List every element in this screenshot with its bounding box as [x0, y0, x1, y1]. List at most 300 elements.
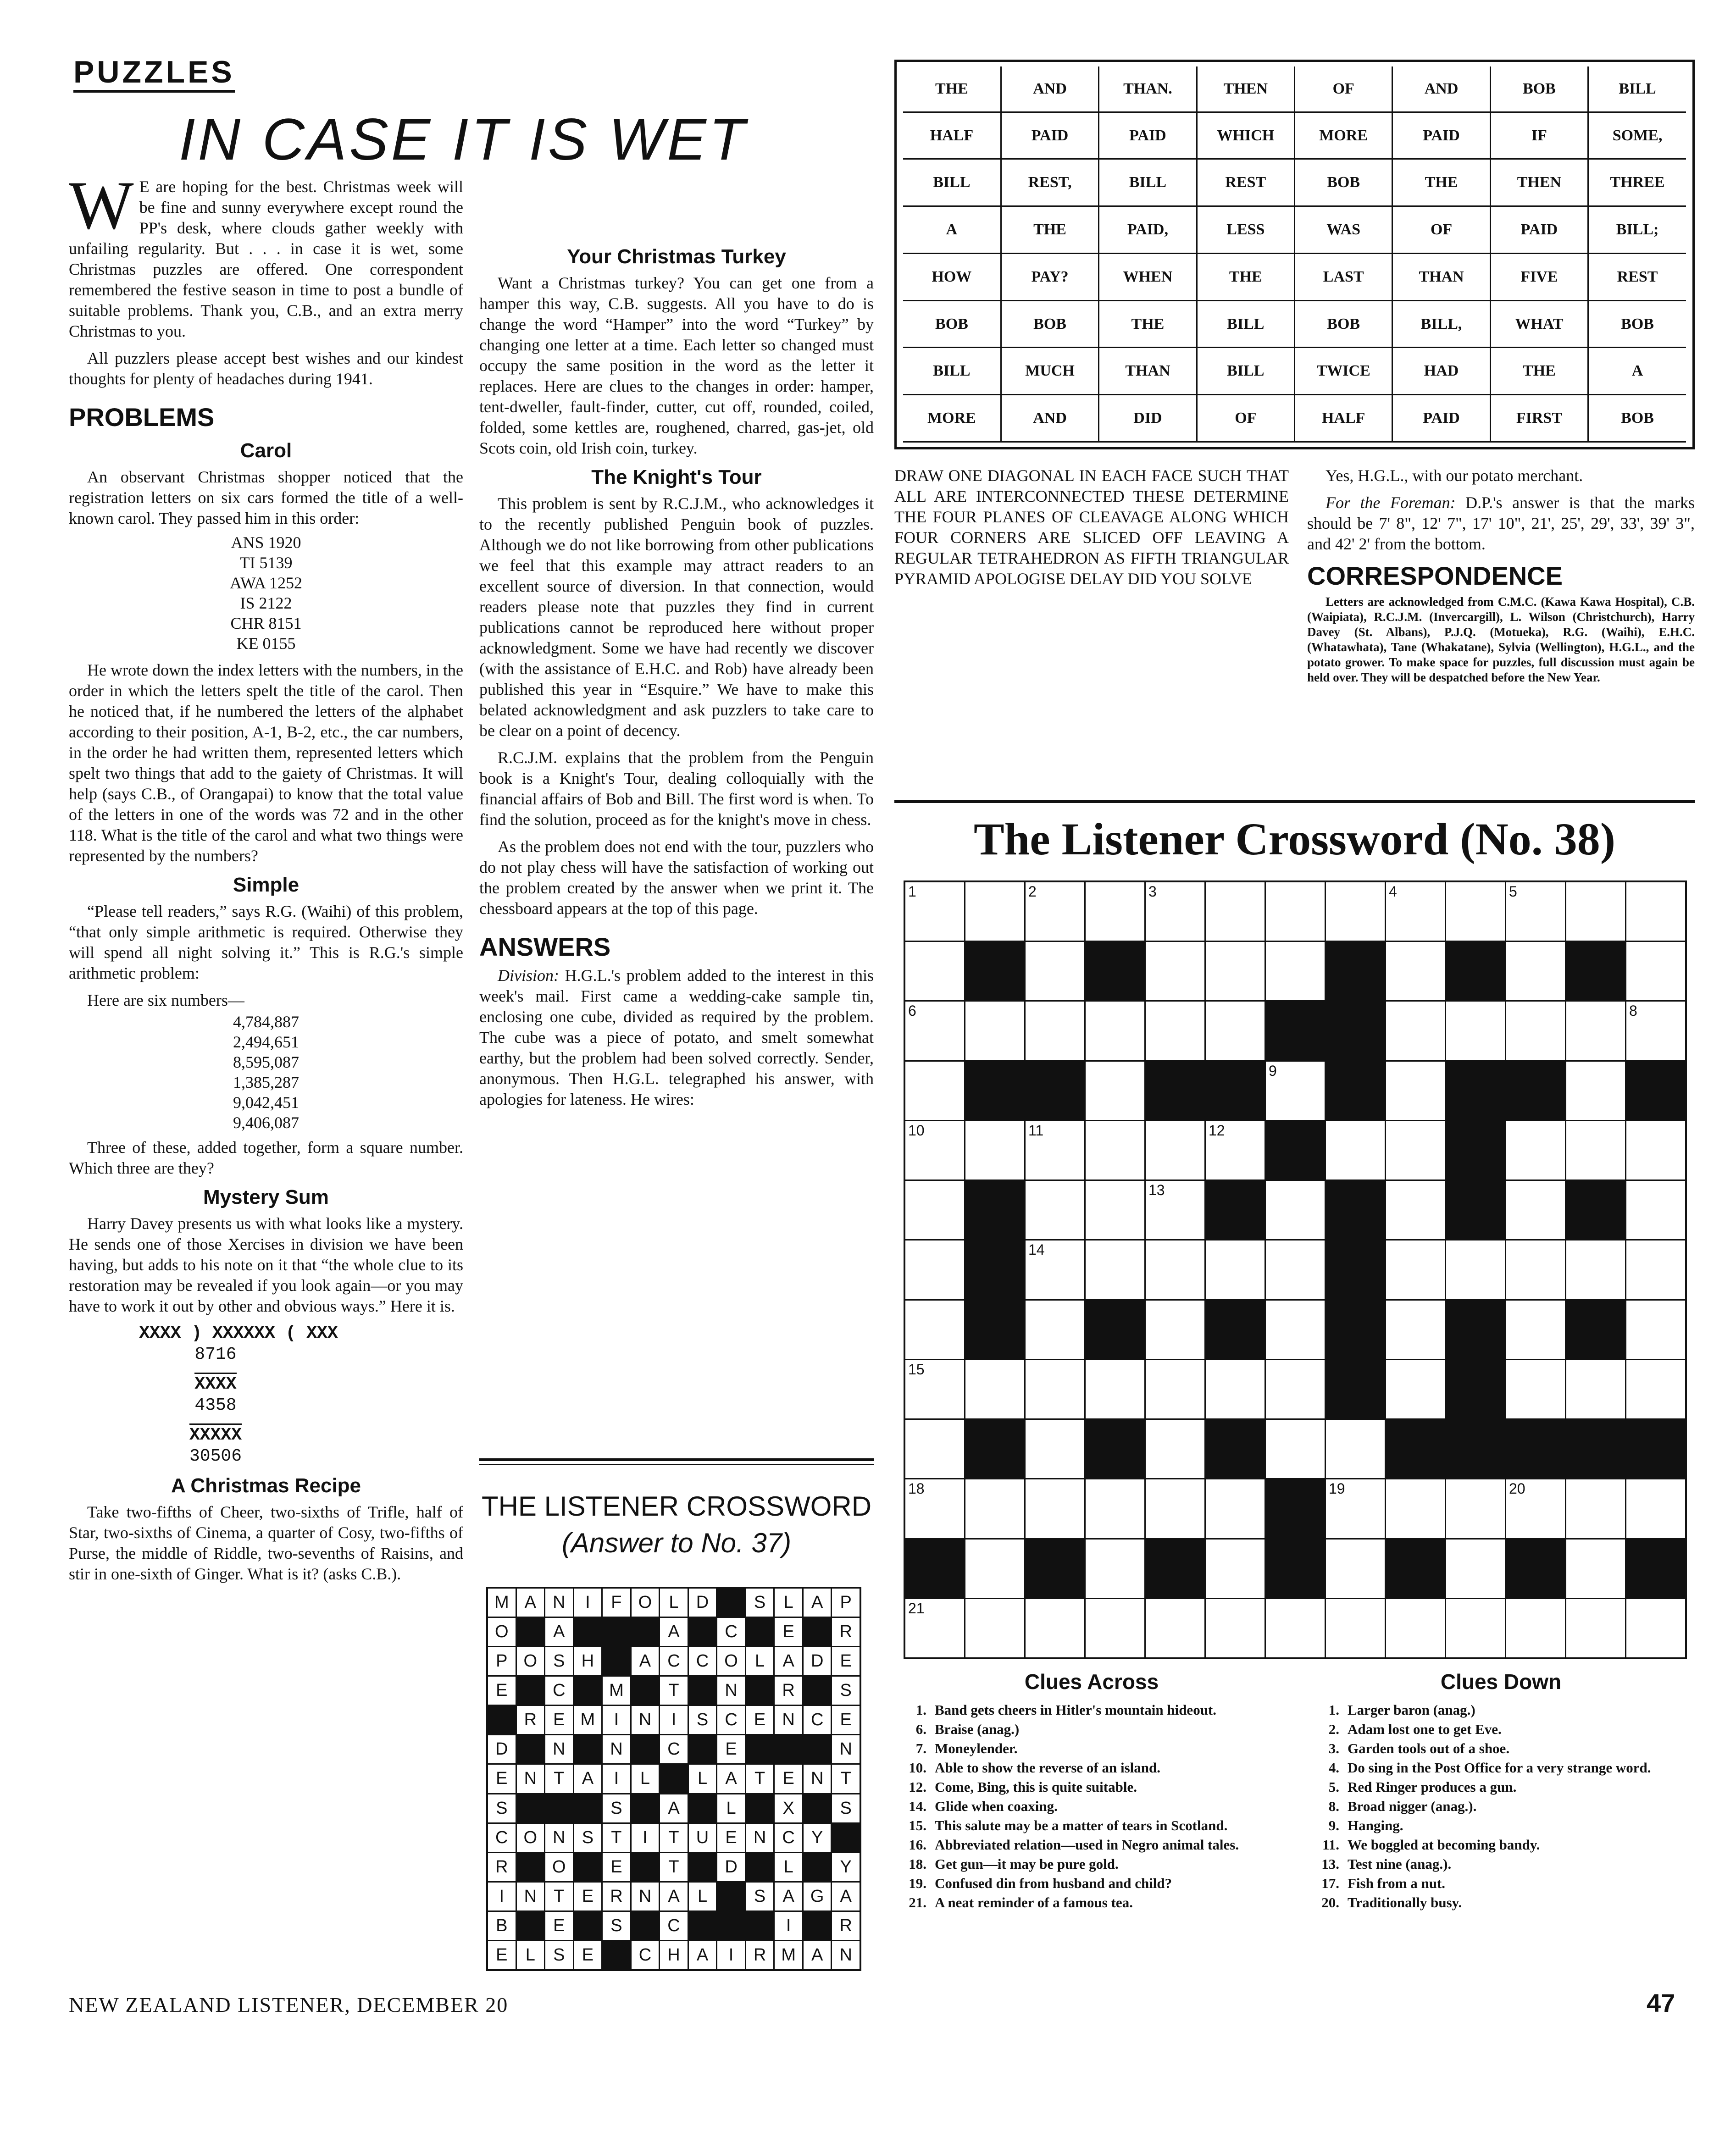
white-square — [965, 1539, 1024, 1598]
answer-letter: A — [775, 1883, 802, 1910]
knight-note: As the problem does not end with the tour, puzzlers who do not play chess will have the satisfaction of working out the problem created by the answer when we print it. The chessboard appears at the top of this page. — [479, 837, 874, 918]
foreman-text: D.P.'s answer is that the marks should be 7' 8", 12' 7", 17' 10", 21', 25', 29', 33', 39' 3", and 42' 2' from the bottom. — [1307, 493, 1695, 553]
answer-letter: N — [775, 1706, 802, 1734]
white-square — [905, 942, 964, 1000]
black-square — [574, 1677, 602, 1705]
black-square — [1506, 1420, 1565, 1478]
white-square — [905, 1420, 964, 1478]
white-square — [1566, 882, 1625, 941]
clue-item — [894, 1836, 1289, 1854]
answer-letter: R — [603, 1883, 630, 1910]
black-square — [517, 1677, 544, 1705]
clue-item — [894, 1701, 1289, 1719]
black-square — [905, 1539, 964, 1598]
clue-item — [894, 1855, 1289, 1873]
clue-number: 1 — [908, 883, 916, 900]
clue-item — [1307, 1875, 1695, 1892]
white-square — [1146, 1420, 1204, 1478]
division-text: H.G.L.'s problem added to the interest in this week's mail. First came a wedding-cake sample tin, enclosing one cube, divided as required by the problem. The cube was a piece of potato, and smelt somewhat earthy, but the problem had been solved correctly. Sender, anonymous. Then H.G.L. telegraphed his answer, with apologies for lateness. He wires: — [479, 966, 874, 1108]
answer-letter: I — [603, 1706, 630, 1734]
answer-letter: E — [746, 1706, 774, 1734]
answer-letter: I — [717, 1941, 745, 1969]
divider-rule — [894, 800, 1695, 803]
knight-board-cell: BOB — [1588, 395, 1686, 442]
clue-number: 3. — [1328, 1740, 1339, 1756]
knight-board-cell: BOB — [1295, 300, 1392, 348]
clue-text: Test nine (anag.). — [1348, 1856, 1452, 1872]
answer-letter: U — [689, 1824, 716, 1852]
answer-letter: A — [632, 1647, 659, 1675]
black-square — [689, 1618, 716, 1646]
knight-board-cell: BOB — [903, 300, 1001, 348]
black-square — [517, 1853, 544, 1881]
white-square — [1446, 882, 1505, 941]
clue-item — [894, 1894, 1289, 1911]
clue-number: 19 — [1329, 1480, 1345, 1497]
black-square — [689, 1912, 716, 1940]
black-square — [632, 1794, 659, 1822]
number-item: 1,385,287 — [233, 1073, 299, 1091]
knight-board-cell: THE — [1490, 348, 1588, 395]
black-square — [517, 1794, 544, 1822]
clue-number: 12. — [909, 1779, 926, 1795]
answer-letter: N — [545, 1735, 573, 1763]
answer-letter: T — [660, 1853, 688, 1881]
black-square — [1146, 1539, 1204, 1598]
clue-number: 10 — [908, 1122, 925, 1139]
answer-letter: S — [603, 1912, 630, 1940]
white-square — [1146, 1181, 1204, 1239]
knight-board-cell: THAN — [1392, 253, 1490, 300]
section-label: PUZZLES — [73, 54, 235, 93]
answer-letter: C — [804, 1706, 831, 1734]
black-square — [603, 1647, 630, 1675]
clue-number: 21. — [909, 1894, 926, 1910]
white-square — [1146, 1360, 1204, 1418]
white-square — [1266, 1181, 1325, 1239]
carol-question: He wrote down the index letters with the numbers, in the order in which the letters spelt the title of the carol. Then he noticed that, if he numbered the letters of the alphabet according to their position, A-1, B-2, etc., the car numbers, in the order he had written them, represented letters which spelt two things that add to the gaiety of Christmas. It will help (says C.B., of Orangapai) to know that the total value of the letters in one of the words was 72 and in the other 118. What is the title of the carol and what two things were represented by the numbers? — [69, 661, 463, 865]
knight-board-row — [903, 206, 1686, 254]
white-square — [1626, 1121, 1685, 1180]
knight-board-cell: AND — [1001, 395, 1098, 442]
white-square — [1386, 1121, 1445, 1180]
answer-letter: C — [488, 1824, 516, 1852]
knight-board-cell: TWICE — [1295, 348, 1392, 395]
knight-board-cell: THE — [1001, 206, 1098, 254]
knight-board-cell: DID — [1099, 395, 1197, 442]
white-square — [1206, 1360, 1265, 1418]
black-square — [689, 1853, 716, 1881]
clue-item — [894, 1798, 1289, 1815]
answer-letter: C — [660, 1912, 688, 1940]
answer-letter: I — [574, 1589, 602, 1617]
answer-letter: P — [832, 1589, 860, 1617]
answer-letter: I — [632, 1824, 659, 1852]
white-square — [1266, 1240, 1325, 1299]
clue-item — [894, 1778, 1289, 1796]
knight-board-row — [903, 159, 1686, 206]
number-item: 9,042,451 — [233, 1093, 299, 1112]
answer-letter: A — [804, 1941, 831, 1969]
answer-letter: D — [689, 1589, 716, 1617]
clue-number: 12 — [1209, 1122, 1225, 1139]
knight-board-cell: BILL — [1197, 348, 1294, 395]
answer-letter: N — [804, 1765, 831, 1793]
white-square — [1446, 1599, 1505, 1657]
answer-letter: M — [603, 1677, 630, 1705]
black-square — [1026, 1062, 1084, 1120]
answer-letter: O — [517, 1824, 544, 1852]
black-square — [632, 1677, 659, 1705]
black-square — [1026, 1539, 1084, 1598]
clue-number: 9. — [1328, 1817, 1339, 1833]
sum-line: 8716 — [194, 1345, 237, 1364]
answer-letter: S — [603, 1794, 630, 1822]
knight-board-cell: PAID, — [1099, 206, 1197, 254]
clue-item — [1307, 1721, 1695, 1738]
black-square — [1086, 1301, 1144, 1359]
answer-letter: C — [689, 1647, 716, 1675]
clue-number: 5. — [1328, 1779, 1339, 1795]
black-square — [632, 1618, 659, 1646]
black-square — [746, 1794, 774, 1822]
white-square — [1626, 942, 1685, 1000]
knight-board-cell: FIRST — [1490, 395, 1588, 442]
answer-letter: E — [574, 1941, 602, 1969]
clue-text: Band gets cheers in Hitler's mountain hideout. — [935, 1702, 1217, 1718]
clue-item — [1307, 1798, 1695, 1815]
black-square — [965, 1240, 1024, 1299]
answer-letter: L — [689, 1765, 716, 1793]
clue-item — [894, 1875, 1289, 1892]
answer-letter: E — [545, 1912, 573, 1940]
knight-board-cell: THAN. — [1099, 66, 1197, 112]
answer-letter: H — [660, 1941, 688, 1969]
simple-question: Three of these, added together, form a square number. Which three are they? — [69, 1138, 463, 1177]
black-square — [517, 1735, 544, 1763]
clue-number: 18. — [909, 1856, 926, 1872]
black-square — [1266, 1479, 1325, 1538]
white-square — [1626, 1599, 1685, 1657]
clue-text: Glide when coaxing. — [935, 1798, 1058, 1814]
black-square — [746, 1853, 774, 1881]
answer-letter: C — [717, 1706, 745, 1734]
knight-board-cell: PAY? — [1001, 253, 1098, 300]
white-square — [1086, 1121, 1144, 1180]
answer-letter: A — [517, 1589, 544, 1617]
clue-number: 16. — [909, 1837, 926, 1853]
answer-letter: X — [775, 1794, 802, 1822]
white-square — [1266, 1062, 1325, 1120]
black-square — [689, 1794, 716, 1822]
white-square — [1326, 1121, 1385, 1180]
knight-board-cell: BILL — [1588, 66, 1686, 112]
white-square — [965, 1121, 1024, 1180]
white-square — [1566, 1240, 1625, 1299]
white-square — [905, 1479, 964, 1538]
answer-letter: O — [488, 1618, 516, 1646]
answer-letter: R — [832, 1618, 860, 1646]
plate: IS 2122 — [240, 594, 292, 612]
clue-text: Red Ringer produces a gun. — [1348, 1779, 1517, 1795]
white-square — [1386, 1301, 1445, 1359]
answer-letter: N — [832, 1735, 860, 1763]
clue-item — [1307, 1894, 1695, 1911]
knight-board-cell: BOB — [1490, 66, 1588, 112]
white-square — [1026, 1301, 1084, 1359]
black-square — [1386, 1539, 1445, 1598]
clue-number: 1. — [1328, 1702, 1339, 1718]
knight-board-cell: HALF — [903, 112, 1001, 159]
black-square — [965, 1062, 1024, 1120]
answer-letter: C — [545, 1677, 573, 1705]
clue-text: We boggled at becoming bandy. — [1348, 1837, 1540, 1853]
white-square — [1026, 1599, 1084, 1657]
knight-board — [894, 60, 1695, 449]
white-square — [965, 882, 1024, 941]
knight-board-cell: OF — [1392, 206, 1490, 254]
clue-item — [1307, 1817, 1695, 1834]
knight-board-cell: MORE — [1295, 112, 1392, 159]
potato-reply: Yes, H.G.L., with our potato merchant. — [1326, 466, 1583, 485]
black-square — [1626, 1420, 1685, 1478]
knight-board-cell: HALF — [1295, 395, 1392, 442]
page-number: 47 — [1647, 1988, 1675, 2017]
across-heading: Clues Across — [1024, 1670, 1159, 1694]
simple-title: Simple — [233, 874, 300, 896]
answer-letter: Y — [804, 1824, 831, 1852]
answer-letter: G — [804, 1883, 831, 1910]
foreman-label: For the Foreman: — [1326, 493, 1456, 512]
black-square — [574, 1618, 602, 1646]
black-square — [1506, 1539, 1565, 1598]
black-square — [1446, 1181, 1505, 1239]
black-square — [1206, 1181, 1265, 1239]
clue-item — [1307, 1759, 1695, 1777]
white-square — [905, 1240, 964, 1299]
knight-board-row — [903, 112, 1686, 159]
answer-letter: R — [517, 1706, 544, 1734]
black-square — [1446, 942, 1505, 1000]
answer-letter: A — [660, 1883, 688, 1910]
clue-item — [894, 1817, 1289, 1834]
white-square — [1026, 1479, 1084, 1538]
divider-rule — [479, 1464, 874, 1465]
knight-board-cell: MUCH — [1001, 348, 1098, 395]
knight-board-table — [903, 66, 1686, 443]
drop-cap: W — [69, 167, 134, 244]
clue-item — [1307, 1778, 1695, 1796]
knight-board-cell: BILL — [1197, 300, 1294, 348]
clue-number: 14 — [1028, 1241, 1045, 1258]
knight-board-cell: THE — [903, 66, 1001, 112]
answer-letter: A — [804, 1589, 831, 1617]
correspondence-heading: CORRESPONDENCE — [1307, 561, 1563, 590]
answer-letter: N — [545, 1824, 573, 1852]
white-square — [1506, 1121, 1565, 1180]
black-square — [1086, 942, 1144, 1000]
answer-letter: T — [545, 1883, 573, 1910]
white-square — [1566, 1539, 1625, 1598]
clue-number: 6 — [908, 1002, 916, 1019]
knight-board-row — [903, 253, 1686, 300]
answer-letter: C — [660, 1735, 688, 1763]
answer-letter: E — [488, 1941, 516, 1969]
knight-board-row — [903, 300, 1686, 348]
white-square — [1086, 1539, 1144, 1598]
white-square — [1266, 1301, 1325, 1359]
knight-board-cell: PAID — [1490, 206, 1588, 254]
white-square — [1146, 942, 1204, 1000]
white-square — [1026, 1181, 1084, 1239]
black-square — [488, 1706, 516, 1734]
knight-board-cell: HAD — [1392, 348, 1490, 395]
page-title: IN CASE IT IS WET — [179, 107, 748, 172]
knight-board-cell: THEN — [1197, 66, 1294, 112]
white-square — [1386, 1002, 1445, 1060]
white-square — [1086, 1002, 1144, 1060]
black-square — [1566, 1181, 1625, 1239]
knight-board-row — [903, 66, 1686, 112]
divider-rule — [479, 1458, 874, 1461]
black-square — [746, 1677, 774, 1705]
answers-heading: ANSWERS — [479, 932, 611, 961]
black-square — [775, 1735, 802, 1763]
answer37-title: THE LISTENER CROSSWORD — [481, 1491, 872, 1522]
down-heading: Clues Down — [1440, 1670, 1562, 1694]
black-square — [660, 1765, 688, 1793]
telegram-text — [894, 465, 1289, 589]
answer-letter: S — [488, 1794, 516, 1822]
crossword38-title: The Listener Crossword (No. 38) — [973, 814, 1616, 864]
answer-letter: A — [660, 1794, 688, 1822]
black-square — [1326, 1002, 1385, 1060]
clue-number: 2 — [1028, 883, 1037, 900]
white-square — [1386, 1062, 1445, 1120]
number-item: 8,595,087 — [233, 1053, 299, 1071]
answer-letter: I — [775, 1912, 802, 1940]
answer-letter: E — [603, 1853, 630, 1881]
knight-board-cell: THREE — [1588, 159, 1686, 206]
answer-letter: O — [717, 1647, 745, 1675]
mystery-title: Mystery Sum — [203, 1186, 329, 1208]
knight-board-row — [903, 395, 1686, 442]
clue-number: 6. — [915, 1721, 926, 1737]
clue-text: A neat reminder of a famous tea. — [935, 1894, 1133, 1910]
answer-letter: M — [488, 1589, 516, 1617]
white-square — [1446, 1479, 1505, 1538]
white-square — [1386, 1181, 1445, 1239]
white-square — [1146, 1301, 1204, 1359]
knight-board-cell: THE — [1392, 159, 1490, 206]
white-square — [1506, 882, 1565, 941]
turkey-title: Your Christmas Turkey — [567, 245, 786, 268]
white-square — [905, 1599, 964, 1657]
clue-number: 15 — [908, 1361, 925, 1378]
white-square — [905, 1121, 964, 1180]
knight-board-cell: REST — [1197, 159, 1294, 206]
white-square — [1506, 1240, 1565, 1299]
white-square — [905, 1002, 964, 1060]
white-square — [1026, 1121, 1084, 1180]
white-square — [1206, 1479, 1265, 1538]
turkey-text: Want a Christmas turkey? You can get one from a hamper this way, C.B. suggests. All you have to do is change the word “Hamper” into the word “Turkey” by changing one letter at a time. Each letter so changed must occupy the same position in the word as the letter it replaces. Here are clues to the changes in order: hamper, tent-dweller, fault-finder, cutter, cut off, rounded, coiled, folded, some kettles are, roughened, charred, gas-jet, old Scots coin, old Irish coin, turkey. — [479, 274, 874, 457]
knight-board-cell: BOB — [1295, 159, 1392, 206]
number-list — [69, 1012, 463, 1133]
white-square — [1446, 1240, 1505, 1299]
down-clues — [1307, 1701, 1695, 1913]
black-square — [1446, 1420, 1505, 1478]
answer-letter: S — [545, 1647, 573, 1675]
answer-letter: R — [775, 1677, 802, 1705]
answers-continued — [894, 465, 1289, 589]
answer-letter: N — [517, 1765, 544, 1793]
answer-letter: T — [603, 1824, 630, 1852]
crossword38-grid — [904, 880, 1687, 1659]
clue-item — [894, 1740, 1289, 1757]
white-square — [1206, 1539, 1265, 1598]
answer-letter: E — [775, 1765, 802, 1793]
answer-letter: T — [545, 1765, 573, 1793]
black-square — [545, 1794, 573, 1822]
black-square — [1266, 1539, 1325, 1598]
white-square — [1386, 1240, 1445, 1299]
black-square — [1146, 1062, 1204, 1120]
clue-number: 15. — [909, 1817, 926, 1833]
knight-board-cell: A — [903, 206, 1001, 254]
simple-intro: Here are six numbers— — [87, 991, 244, 1009]
clue-number: 13 — [1148, 1182, 1165, 1199]
clue-item — [1307, 1836, 1695, 1854]
white-square — [1506, 1360, 1565, 1418]
black-square — [746, 1912, 774, 1940]
division-answer — [479, 965, 874, 1110]
sum-line: XXXX — [194, 1373, 236, 1395]
black-square — [1206, 1420, 1265, 1478]
white-square — [1146, 1002, 1204, 1060]
answer-letter: M — [775, 1941, 802, 1969]
black-square — [965, 1301, 1024, 1359]
knight-board-cell: PAID — [1392, 112, 1490, 159]
across-clues — [894, 1701, 1289, 1913]
answer-letter: C — [775, 1824, 802, 1852]
answer-letter: A — [545, 1618, 573, 1646]
clue-number: 11. — [1322, 1837, 1339, 1853]
answer-letter: D — [804, 1647, 831, 1675]
knight-board-cell: PAID — [1392, 395, 1490, 442]
column-1 — [69, 167, 463, 1591]
white-square — [1626, 882, 1685, 941]
answer37-subtitle: (Answer to No. 37) — [561, 1528, 792, 1558]
white-square — [1266, 1599, 1325, 1657]
black-square — [1266, 1002, 1325, 1060]
knight-board-cell: THEN — [1490, 159, 1588, 206]
answer-letter: A — [574, 1765, 602, 1793]
sum-line: 4358 — [194, 1395, 237, 1415]
black-square — [717, 1589, 745, 1617]
black-square — [517, 1618, 544, 1646]
clue-number: 4. — [1328, 1760, 1339, 1776]
white-square — [1566, 1062, 1625, 1120]
black-square — [717, 1912, 745, 1940]
number-item: 2,494,651 — [233, 1033, 299, 1051]
clue-number: 8. — [1328, 1798, 1339, 1814]
answer-letter: L — [717, 1794, 745, 1822]
clue-text: Abbreviated relation—used in Negro animal tales. — [935, 1837, 1239, 1853]
white-square — [1266, 1420, 1325, 1478]
black-square — [746, 1618, 774, 1646]
black-square — [804, 1794, 831, 1822]
